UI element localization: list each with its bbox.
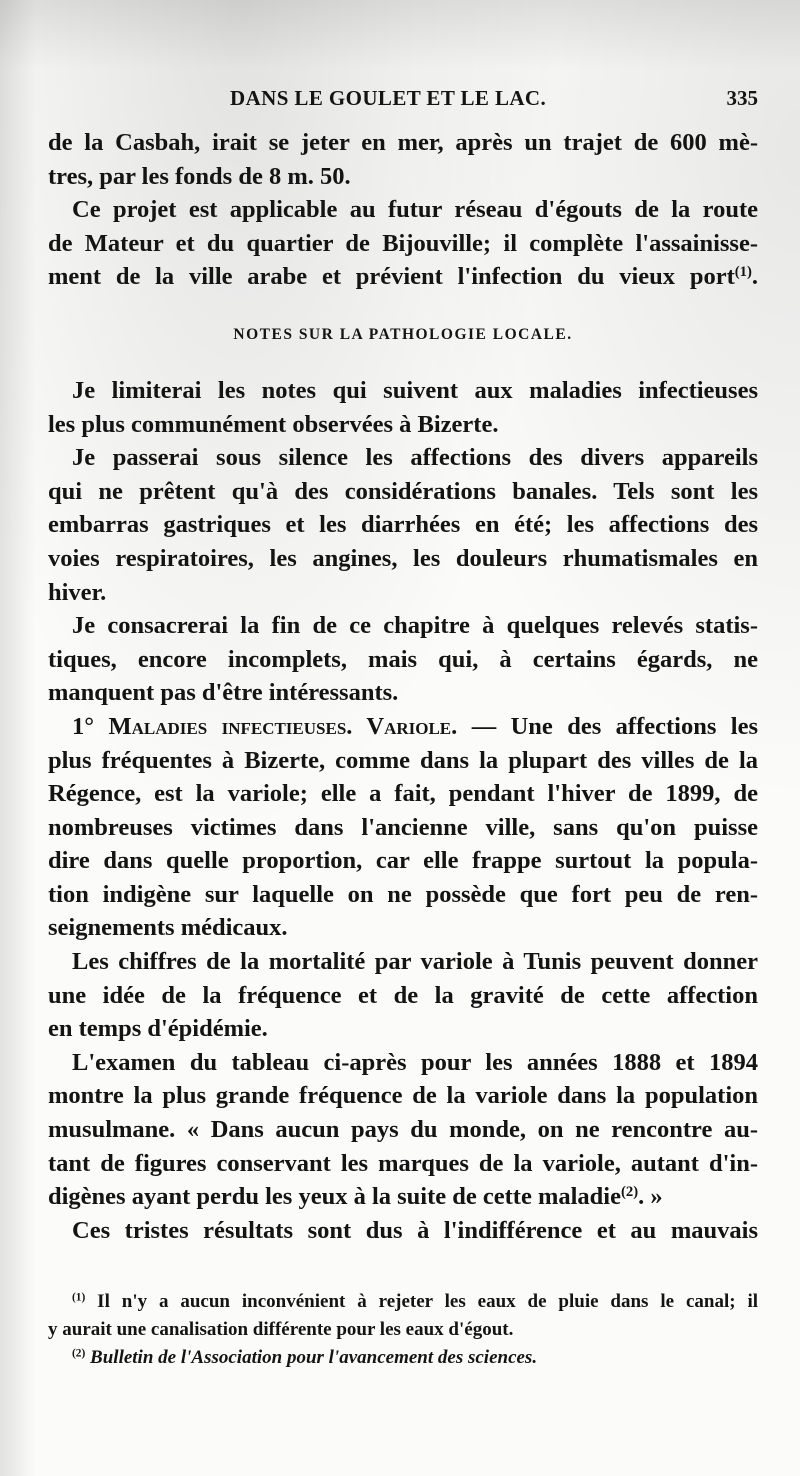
- text-line: les plus communément observées à Bizerte.: [48, 410, 499, 438]
- footnote-mark-1: (1): [72, 1291, 86, 1304]
- text-line: plus fréquentes à Bizerte, comme dans la plupart des villes de la: [48, 746, 758, 774]
- text-line: Régence, est la variole; elle a fait, pendant l'hiver de 1899, de: [48, 780, 758, 808]
- text-line: en temps d'épidémie.: [48, 1015, 268, 1043]
- section-heading: NOTES SUR LA PATHOLOGIE LOCALE.: [233, 325, 573, 343]
- paragraph-8: [48, 1046, 758, 1214]
- text-line: Ces tristes résultats sont dus à l'indifférence et au mauvais: [72, 1216, 758, 1244]
- text-line: Ce projet est applicable au futur réseau d'égouts de la route: [72, 196, 758, 224]
- subsection-heading: 1° Maladies infectieuses. Variole.: [72, 712, 458, 740]
- text-line: nombreuses victimes dans l'ancienne ville, sans qu'on puisse: [48, 813, 758, 841]
- text-line: de la Casbah, irait se jeter en mer, après un trajet de 600 mè-: [48, 129, 758, 156]
- footnote-ref-1: (1): [734, 264, 752, 281]
- text-line: de Mateur et du quartier de Bijouville; il complète l'assainisse-: [48, 229, 758, 257]
- footnotes: [48, 1288, 758, 1372]
- text-line: seignements médicaux.: [48, 914, 288, 942]
- text-line: embarras gastriques et les diarrhées en été; les affections des: [48, 511, 758, 539]
- text-line: [48, 260, 758, 294]
- footnote-1-line: [48, 1288, 758, 1316]
- text-line: tant de figures conservant les marques de la variole, autant d'in-: [48, 1149, 758, 1177]
- scan-shadow-left: [0, 0, 36, 1476]
- text-fragment: ment de la ville arabe et prévient l'infection du vieux port: [48, 263, 735, 291]
- text-fragment: .: [751, 263, 758, 291]
- paragraph-4: [48, 441, 758, 609]
- paragraph-1: [48, 126, 758, 193]
- text-line: qui ne prêtent qu'à des considérations banales. Tels sont les: [48, 477, 758, 505]
- footnote-ref-2: (2): [621, 1184, 639, 1201]
- text-fragment: — Une des affections les: [457, 712, 758, 740]
- text-line: dire dans quelle proportion, car elle frappe surtout la popula-: [48, 847, 758, 875]
- paragraph-5: [48, 609, 758, 710]
- paragraph-9: [48, 1214, 758, 1248]
- main-text: [48, 126, 758, 1247]
- text-line: montre la plus grande fréquence de la variole dans la population: [48, 1082, 758, 1110]
- running-head: [48, 82, 758, 118]
- text-line: une idée de la fréquence et de la gravité de cette affection: [48, 981, 758, 1009]
- footnote-1-line: y aurait une canalisation différente pour les eaux d'égout.: [48, 1319, 514, 1340]
- footnote-2-line: [48, 1344, 758, 1372]
- text-line: tiques, encore incomplets, mais qui, à certains égards, ne: [48, 645, 758, 673]
- text-line: [48, 710, 758, 744]
- footnote-mark-2: (2): [72, 1347, 86, 1360]
- text-line: manquent pas d'être intéressants.: [48, 679, 399, 707]
- text-line: Les chiffres de la mortalité par variole à Tunis peuvent donner: [72, 948, 758, 976]
- paragraph-6: [48, 710, 758, 945]
- text-fragment: . »: [638, 1183, 663, 1211]
- footnote-text: Bulletin de l'Association pour l'avancement des sciences.: [85, 1347, 538, 1368]
- page-number: 335: [726, 86, 758, 110]
- text-line: musulmane. « Dans aucun pays du monde, on ne rencontre au-: [48, 1116, 758, 1144]
- text-line: Je passerai sous silence les affections des divers appareils: [72, 444, 758, 472]
- running-title: DANS LE GOULET ET LE LAC.: [230, 86, 547, 110]
- text-line: [48, 1180, 758, 1214]
- text-line: tres, par les fonds de 8 m. 50.: [48, 162, 351, 190]
- text-line: L'examen du tableau ci-après pour les années 1888 et 1894: [72, 1048, 758, 1076]
- scan-shadow-top: [0, 0, 800, 70]
- text-line: Je consacrerai la fin de ce chapitre à quelques relevés statis-: [72, 612, 758, 640]
- paragraph-2: [48, 193, 758, 294]
- paragraph-3: [48, 374, 758, 441]
- text-line: hiver.: [48, 578, 107, 606]
- text-line: tion indigène sur laquelle on ne possède que fort peu de ren-: [48, 880, 758, 908]
- text-line: Je limiterai les notes qui suivent aux maladies infectieuses: [72, 376, 758, 404]
- paragraph-7: [48, 945, 758, 1046]
- text-line: voies respiratoires, les angines, les douleurs rhumatismales en: [48, 544, 758, 572]
- footnote-text: Il n'y a aucun inconvénient à rejeter les eaux de pluie dans le canal; il: [85, 1291, 758, 1312]
- text-fragment: digènes ayant perdu les yeux à la suite de cette maladie: [48, 1183, 621, 1211]
